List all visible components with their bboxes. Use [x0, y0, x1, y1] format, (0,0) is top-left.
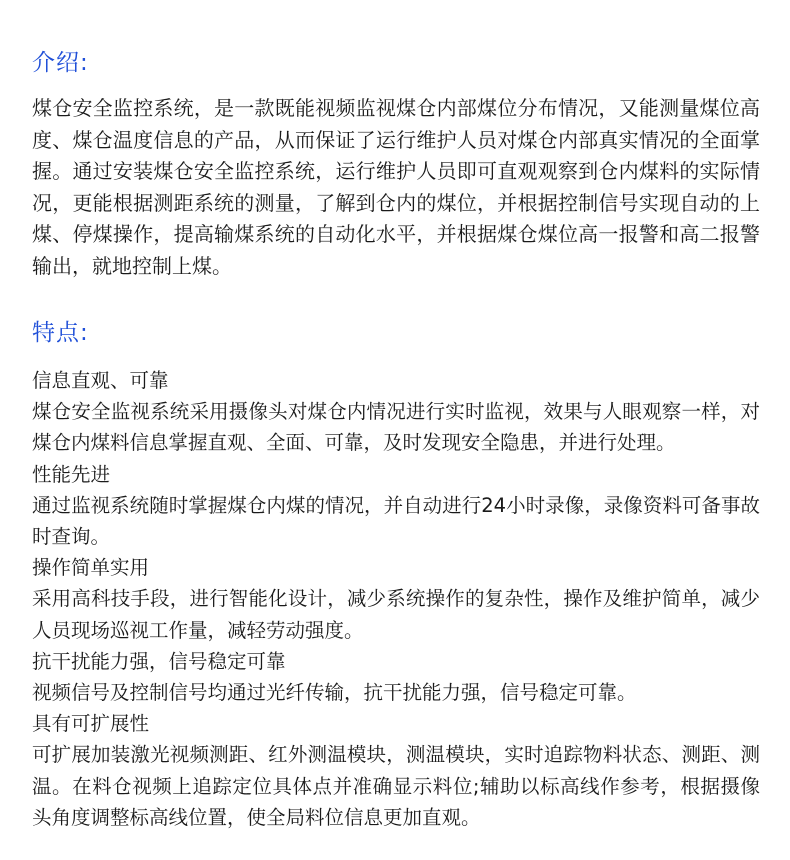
feature-description: 采用高科技手段，进行智能化设计，减少系统操作的复杂性，操作及维护简单，减少人员现场巡视工作量，减轻劳动强度。 — [32, 587, 760, 642]
feature-list — [32, 365, 760, 833]
feature-item — [32, 646, 760, 708]
feature-item — [32, 365, 760, 459]
feature-description: 可扩展加装激光视频测距、红外测温模块，测温模块，实时追踪物料状态、测距、测温。在料仓视频上追踪定位具体点并准确显示料位;辅助以标高线作参考，根据摄像头角度调整标高线位置，使全局料位信息更加直观。 — [32, 743, 760, 829]
intro-paragraph: 煤仓安全监控系统，是一款既能视频监视煤仓内部煤位分布情况，又能测量煤位高度、煤仓温度信息的产品，从而保证了运行维护人员对煤仓内部真实情况的全面掌握。通过安装煤仓安全监控系统，运行维护人员即可直观观察到仓内煤料的实际情况，更能根据测距系统的测量，了解到仓内的煤位，并根据控制信号实现自动的上煤、停煤操作，提高输煤系统的自动化水平，并根据煤仓煤位高一报警和高二报警输出，就地控制上煤。 — [32, 96, 760, 278]
feature-heading: 信息直观、可靠 — [32, 369, 169, 392]
feature-heading: 具有可扩展性 — [32, 712, 150, 736]
feature-item — [32, 552, 760, 646]
feature-heading: 操作简单实用 — [32, 556, 150, 580]
feature-heading: 抗干扰能力强，信号稳定可靠 — [32, 649, 286, 673]
feature-item — [32, 708, 760, 833]
features-title: 特点: — [32, 320, 89, 346]
feature-description: 煤仓安全监视系统采用摄像头对煤仓内情况进行实时监视，效果与人眼观察一样，对煤仓内煤料信息掌握直观、全面、可靠，及时发现安全隐患，并进行处理。 — [32, 400, 760, 455]
intro-title: 介绍: — [32, 50, 89, 76]
feature-description: 视频信号及控制信号均通过光纤传输，抗干扰能力强，信号稳定可靠。 — [32, 681, 637, 705]
feature-item — [32, 459, 760, 553]
feature-heading: 性能先进 — [32, 462, 111, 486]
feature-description: 通过监视系统随时掌握煤仓内煤的情况，并自动进行24小时录像，录像资料可备事故时查询。 — [32, 493, 760, 549]
